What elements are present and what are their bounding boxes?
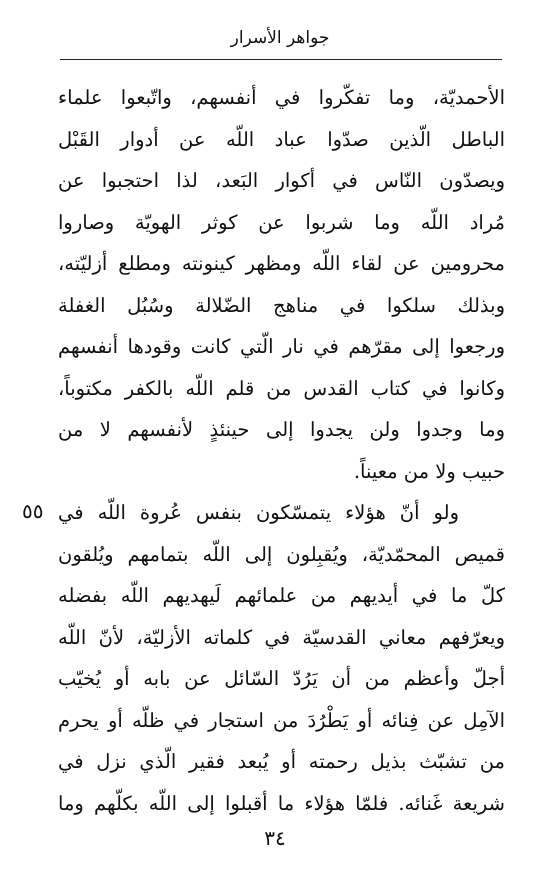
text-line: وبذلك سلكوا في مناهج الضّلالة وسُبُل الغفلة bbox=[58, 293, 505, 317]
text-line: الأحمديّة، وما تفكّروا في أنفسهم، واتّبعوا علماء bbox=[58, 86, 505, 109]
text-line: الآمِل عن فِنائه أو يَطْرُدَ من استجار في ظلّه أو يحرم bbox=[58, 708, 505, 732]
text-line: شريعة غَنائه. فلمّا هؤلاء ما أقبلوا إلى اللّه بكلّهم وما bbox=[58, 791, 505, 815]
header-rule bbox=[60, 59, 502, 60]
text-line: ولو أنّ هؤلاء يتمسّكون بنفس عُروة اللّه في bbox=[58, 501, 459, 524]
running-header: جواهر الأسرار bbox=[230, 28, 330, 48]
text-line: حبيب ولا من معيناً. bbox=[353, 459, 505, 483]
text-line: وما وجدوا ولن يجدوا إلى حينئذٍ لأنفسهم لا من bbox=[58, 418, 505, 441]
text-line: وكانوا في كتاب القدس من قلم اللّه بالكفر مكتوباً، bbox=[58, 376, 505, 400]
paragraph bbox=[58, 77, 505, 492]
text-line: قميص المحمّديّة، ويُقبِلون إلى اللّه بتمامهم ويُلقون bbox=[58, 542, 505, 566]
page-number: ٣٤ bbox=[264, 826, 286, 850]
paragraph-number: ٥٥ bbox=[22, 499, 44, 523]
text-line: ويصدّون النّاس في أكوار البَعد، لذا احتجبوا عن bbox=[58, 169, 505, 192]
body-text bbox=[58, 77, 505, 824]
text-line: أجلّ وأعظم من أن يَرُدّ السّائل عن بابه أو يُخيّب bbox=[58, 667, 505, 690]
text-line: مُراد اللّه وما شربوا عن كوثر الهويّة وصاروا bbox=[58, 210, 505, 234]
text-line: ورجعوا إلى مقرّهم في نار الّتي كانت وقودها أنفسهم bbox=[58, 335, 505, 358]
text-line: من تشبّث بذيل رحمته أو يُبعد فقير الّذي نزل في bbox=[58, 750, 505, 773]
text-line: محرومين عن لقاء اللّه ومظهر كينونته ومطلع أزليّته، bbox=[58, 252, 505, 275]
paragraph bbox=[58, 492, 505, 824]
text-line: ويعرّفهم معاني القدسيّة في كلماته الأزليّة، لأنّ اللّه bbox=[58, 625, 505, 649]
text-line: الباطل الّذين صدّوا عباد اللّه عن أدوار القَبْل bbox=[58, 127, 505, 151]
text-line: كلّ ما في أيديهم من علمائهم لَيهديهم اللّه بفضله bbox=[58, 584, 505, 607]
